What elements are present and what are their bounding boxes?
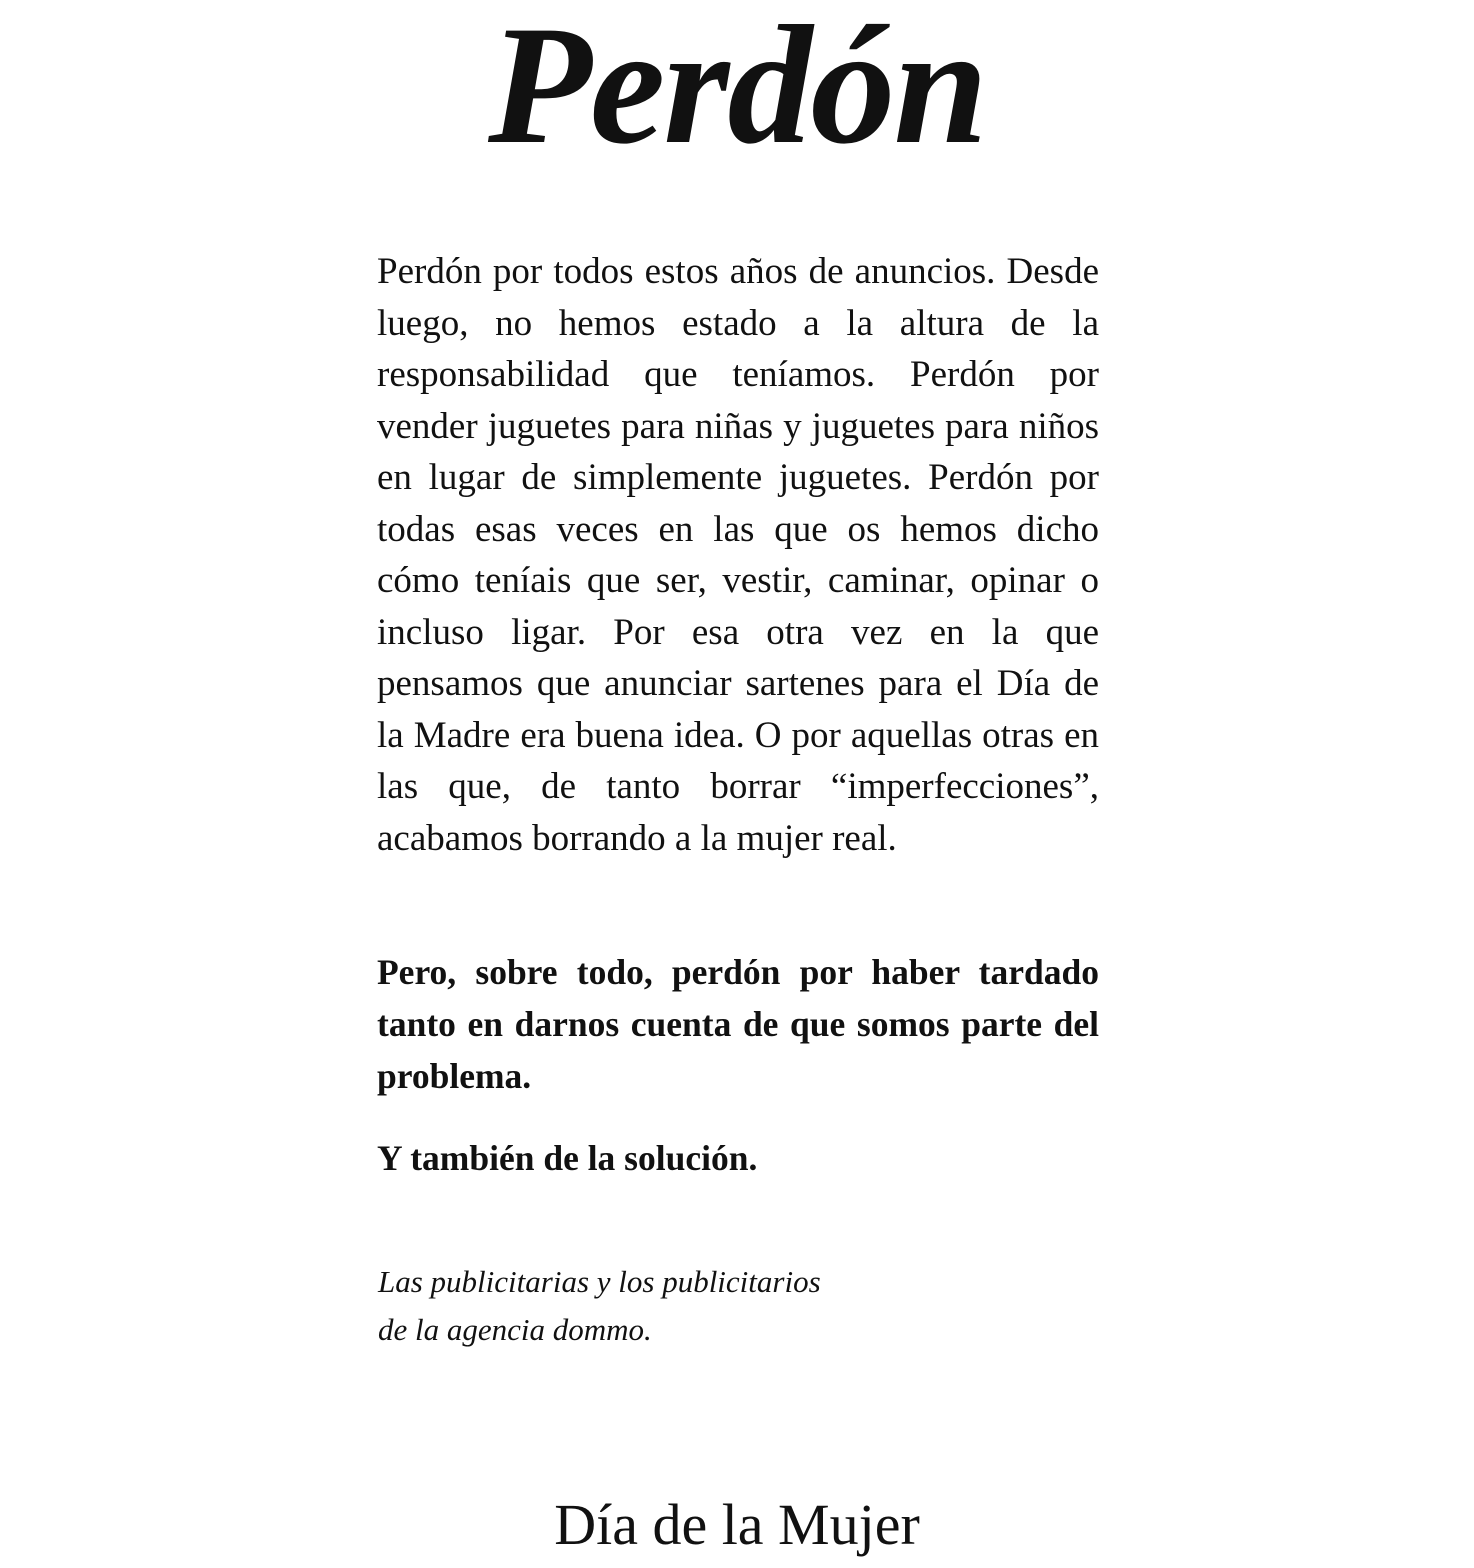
bold-statement: Pero, sobre todo, perdón por haber tardado tanto en darnos cuenta de que somos parte del problema.	[377, 952, 1099, 1096]
signature-line-2: de la agencia dommo.	[378, 1312, 652, 1347]
page-title: Perdón	[488, 0, 986, 179]
bold-closing-statement: Y también de la solución.	[377, 1138, 758, 1178]
footer-tagline: Día de la Mujer	[554, 1492, 920, 1557]
signature	[378, 1258, 1100, 1354]
signature-line-1: Las publicitarias y los publicitarios	[378, 1264, 821, 1299]
apology-paragraph: Perdón por todos estos años de anuncios. Desde luego, no hemos estado a la altura de la responsabilidad que teníamos. Perdón por vender juguetes para niñas y juguetes para niños en lugar de simplemente juguetes. Perdón por todas esas veces en las que os hemos dicho cómo teníais que ser, vestir, caminar, opinar o incluso ligar. Por esa otra vez en la que pensamos que anunciar sartenes para el Día de la Madre era buena idea. O por aquellas otras en las que, de tanto borrar “imperfecciones”, acabamos borrando a la mujer real.	[377, 251, 1099, 859]
